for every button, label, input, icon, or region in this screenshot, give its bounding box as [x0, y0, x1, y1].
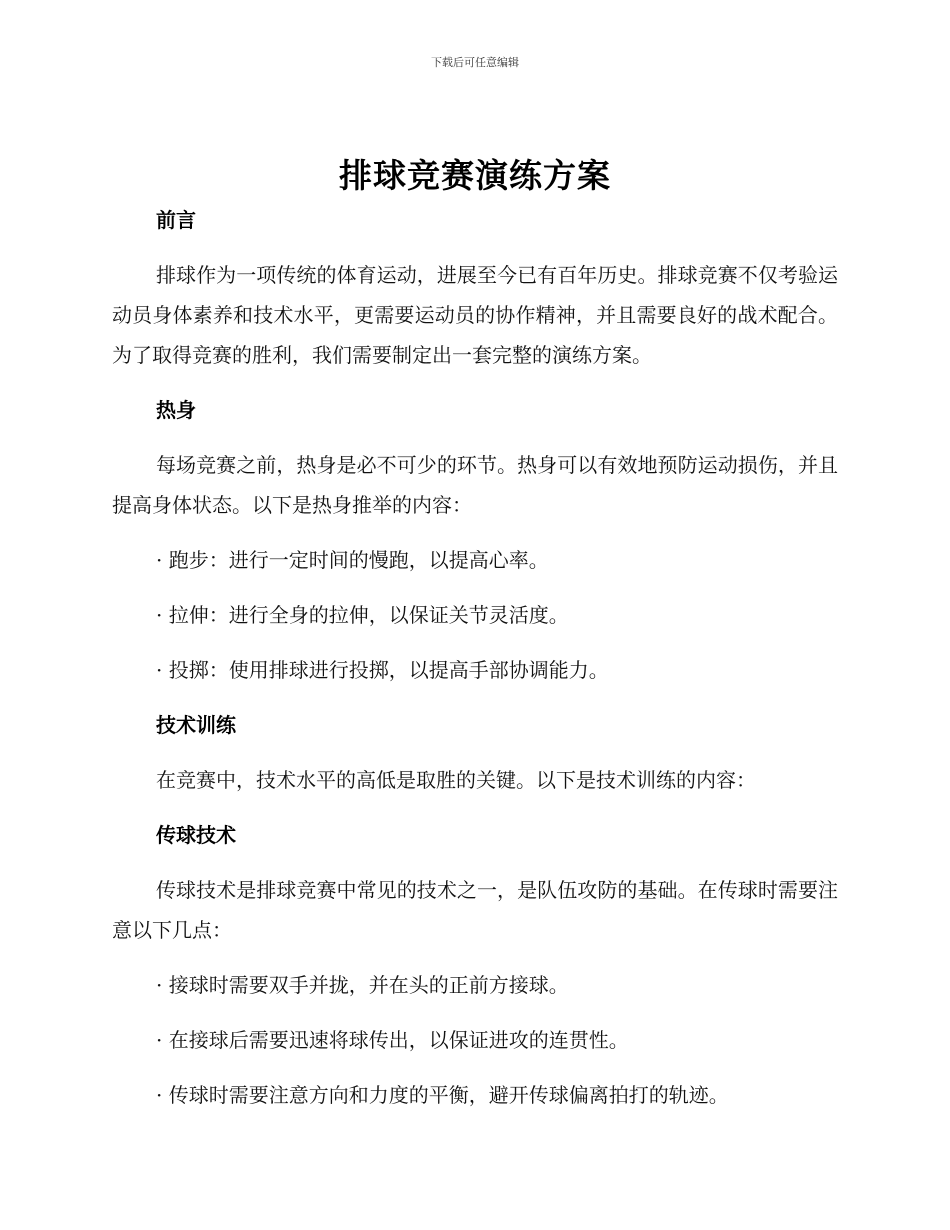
list-item-warmup-throw: · 投掷：使用排球进行投掷，以提高手部协调能力。 — [156, 658, 609, 682]
section-heading-preface: 前言 — [156, 208, 196, 232]
section-heading-passing: 传球技术 — [156, 823, 236, 847]
section-heading-warmup: 热身 — [156, 398, 196, 422]
paragraph-passing: 传球技术是排球竞赛中常见的技术之一，是队伍攻防的基础。在传球时需要注意以下几点： — [112, 878, 838, 942]
document-body — [112, 200, 838, 1115]
list-item-passing-balance: · 传球时需要注意方向和力度的平衡，避开传球偏离拍打的轨迹。 — [156, 1083, 729, 1107]
document-title: 排球竞赛演练方案 — [339, 156, 611, 195]
list-item-warmup-run: · 跑步：进行一定时间的慢跑，以提高心率。 — [156, 548, 549, 572]
list-item-warmup-stretch: · 拉伸：进行全身的拉伸，以保证关节灵活度。 — [156, 603, 569, 627]
list-item-passing-receive: · 接球时需要双手并拢，并在头的正前方接球。 — [156, 973, 569, 997]
list-item-passing-quick: · 在接球后需要迅速将球传出，以保证进攻的连贯性。 — [156, 1028, 629, 1052]
paragraph-warmup: 每场竞赛之前，热身是必不可少的环节。热身可以有效地预防运动损伤，并且提高身体状态。以下是热身推举的内容： — [112, 453, 838, 517]
header-note: 下载后可任意编辑 — [431, 56, 519, 69]
paragraph-technique-training: 在竞赛中，技术水平的高低是取胜的关键。以下是技术训练的内容： — [156, 768, 756, 792]
section-heading-technique-training: 技术训练 — [156, 713, 236, 737]
paragraph-preface: 排球作为一项传统的体育运动，进展至今已有百年历史。排球竞赛不仅考验运动员身体素养和技术水平，更需要运动员的协作精神，并且需要良好的战术配合。为了取得竞赛的胜利，我们需要制定出一套完整的演练方案。 — [112, 263, 838, 367]
